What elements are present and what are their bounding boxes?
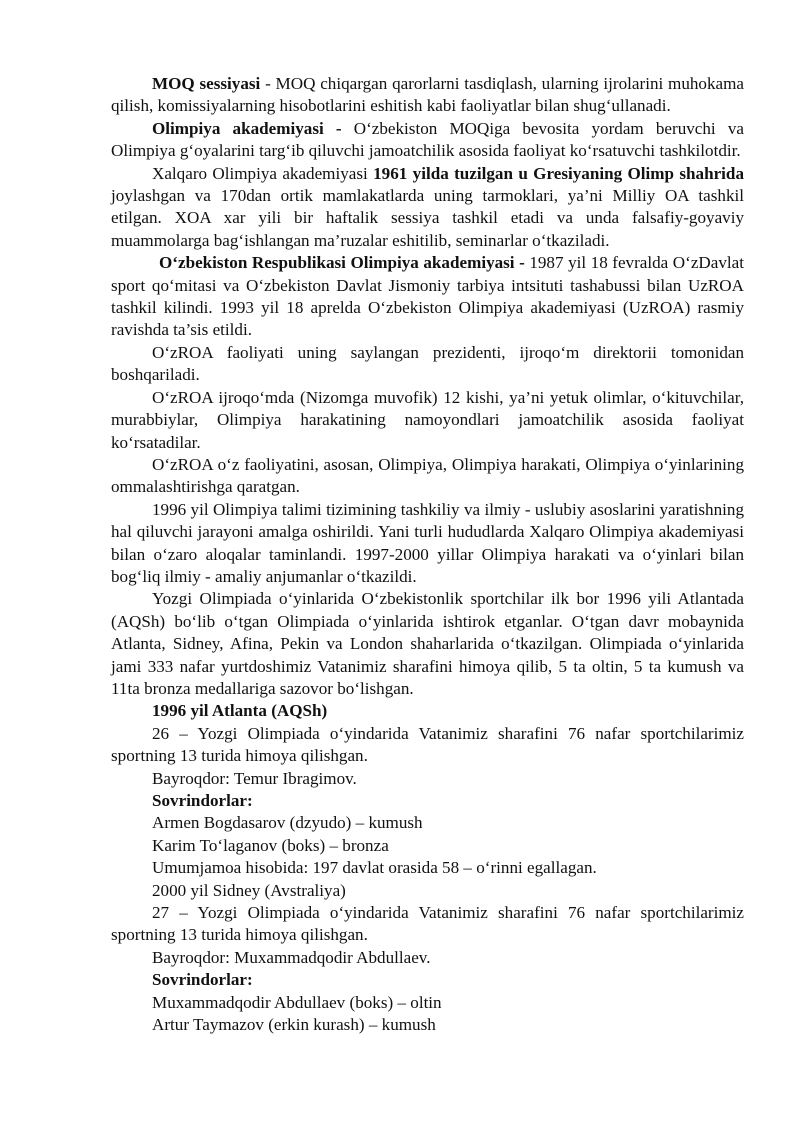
paragraph-moq-sessiyasi — [111, 73, 744, 118]
paragraph-uzroa — [111, 252, 744, 342]
paragraph-summer-games: Yozgi Olimpiada o‘yinlarida O‘zbekistonlik sportchilar ilk bor 1996 yili Atlantada (AQSh) bo‘lib o‘tgan Olimpiada o‘yinlarida ishtirok etganlar. O‘tgan davr mobaynida Atlanta, Sidney, Afina, Pekin va London shaharlarida o‘tkazilgan. Olimpiada o‘yinlarida jami 333 nafar yurtdoshimiz Vatanimiz sharafini himoya qilib, 5 ta oltin, 5 ta kumush va 11ta bronza medallariga sazovor bo‘lishgan. — [111, 589, 744, 698]
heading-text: Sovrindorlar: — [152, 791, 253, 810]
heading-text: Sovrindorlar: — [152, 970, 253, 990]
paragraph-olimpiya-akademiyasi — [111, 118, 744, 163]
medalist-item: Armen Bogdasarov (dzyudo) – kumush — [152, 813, 423, 833]
heading-medalists-sidney — [111, 969, 744, 991]
paragraph-uzroa-management: O‘zROA faoliyati uning saylangan prezidenti, ijroqo‘m direktorii tomonidan boshqariladi. — [111, 342, 744, 385]
definition-text: O‘zbekiston MOQiga bevosita yordam beruvchi va Olimpiya g‘oyalarini targ‘ib qiluvchi jamoatchilik asosida faoliyat ko‘rsatuvchi tashkilotdir. — [111, 118, 744, 161]
paragraph-uzroa-activity: O‘zROA o‘z faoliyatini, asosan, Olimpiya, Olimpiya harakati, Olimpiya o‘yinlarining ommalashtirishga qaratgan. — [111, 454, 744, 497]
paragraph-1996-education: 1996 yil Olimpiya talimi tizimining tashkiliy va ilmiy - uslubiy asoslarini yaratishning hal qiluvchi jarayoni amalga oshirildi. Yani turli hududlarda Xalqaro Olimpiya akademiyasi bilan o‘zaro aloqalar taminlandi. 1997-2000 yillar Olimpiya harakati va o‘yinlari bilan bog‘liq ilmiy - amaliy anjumanlar o‘tkazildi. — [111, 499, 744, 586]
medalist-item: Artur Taymazov (erkin kurash) – kumush — [152, 1015, 436, 1035]
heading-atlanta-1996 — [111, 700, 744, 722]
medalist-item: Muxammadqodir Abdullaev (boks) – oltin — [152, 992, 442, 1012]
flagbearer-sidney: Bayroqdor: Muxammadqodir Abdullaev. — [152, 947, 431, 967]
heading-medalists-atlanta — [111, 790, 744, 812]
heading-sidney-2000: 2000 yil Sidney (Avstraliya) — [152, 880, 346, 900]
heading-text: 1996 yil Atlanta (AQSh) — [152, 701, 328, 721]
paragraph-lead-text: Xalqaro Olimpiya akademiyasi — [152, 163, 374, 183]
term-uzroa: O‘zbekiston Respublikasi Olimpiya akademiyasi - — [159, 253, 525, 273]
paragraph-uzroa-committee: O‘zROA ijroqo‘mda (Nizomga muvofik) 12 kishi, ya’ni yetuk olimlar, o‘kituvchilar, murabbiylar, Olimpiya harakatining namoyondlari jamoatchilik asosida faoliyat ko‘rsatadilar. — [111, 387, 744, 452]
medalist-item: Karim To‘laganov (boks) – bronza — [152, 835, 389, 855]
emphasis-founding: 1961 yilda tuzilgan u Gresiyaning Olimp shahrida — [373, 163, 744, 183]
term-moq-sessiyasi: MOQ sessiyasi — [152, 74, 261, 93]
paragraph-text: 1987 yil 18 fevralda O‘zDavlat sport qo‘mitasi va O‘zbekiston Davlat Jismoniy tarbiya intsituti tashabussi bilan UzROA tashkil kilindi. 1993 yil 18 aprelda O‘zbekiston Olimpiya akademiyasi (UzROA) rasmiy ravishda ta’sis etildi. — [111, 253, 744, 340]
definition-text: - MOQ chiqargan qarorlarni tasdiqlash, ularning ijrolarini muhokama qilish, komissiyalarning hisobotlarini eshitish kabi faoliyatlar bilan shug‘ullanadi. — [111, 74, 744, 116]
paragraph-sidney-participation: 27 – Yozgi Olimpiada o‘yindarida Vatanimiz sharafini 76 nafar sportchilarimiz sportning 13 turida himoya qilishgan. — [111, 903, 744, 945]
paragraph-xalqaro-akademiya — [111, 163, 744, 253]
paragraph-atlanta-participation: 26 – Yozgi Olimpiada o‘yindarida Vatanimiz sharafini 76 nafar sportchilarimiz sportning 13 turida himoya qilishgan. — [111, 723, 744, 766]
team-ranking-atlanta: Umumjamoa hisobida: 197 davlat orasida 58 – o‘rinni egallagan. — [152, 858, 597, 878]
paragraph-text: joylashgan va 170dan ortik mamlakatlarda uning tarmoklari, ya’ni Milliy OA tashkil etilgan. XOA xar yili bir haftalik sessiya tashkil etadi va unda falsafiy-goyaviy muammolarga bag‘ishlangan ma’ruzalar eshitilib, seminarlar o‘tkaziladi. — [111, 186, 744, 250]
term-olimpiya-akademiyasi: Olimpiya akademiyasi - — [152, 118, 342, 138]
flagbearer-atlanta: Bayroqdor: Temur Ibragimov. — [152, 768, 357, 788]
